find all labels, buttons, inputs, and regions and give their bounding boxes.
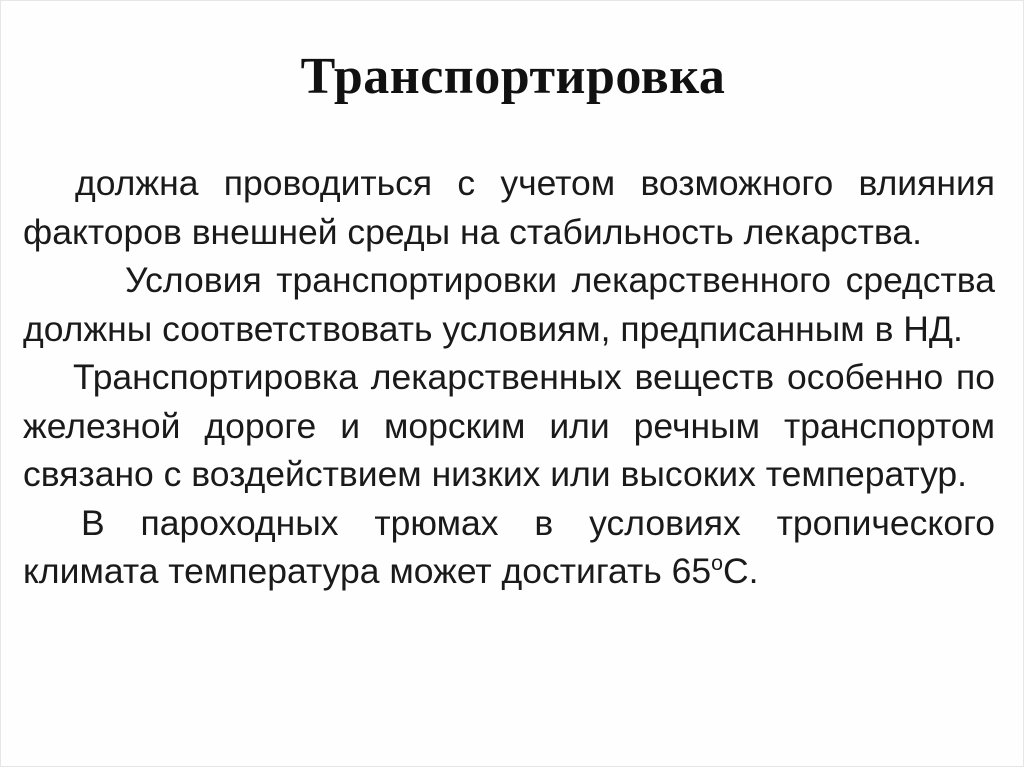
paragraph-2: Условия транспортировки лекарственного средства должны соответствовать условиям, предписанным в НД. [23,260,995,349]
paragraph-1: должна проводиться с учетом возможного влияния факторов внешней среды на стабильность лекарства. [23,163,995,252]
paragraph-4 [23,499,995,596]
paragraph-4-text: В пароходных трюмах в условиях тропического климата температура может достигать 65 [23,502,995,591]
paragraph-3: Транспортировка лекарственных веществ особенно по железной дороге и морским или речным транспортом связано с воздействием низких или высоких температур. [23,357,995,494]
slide-body [23,159,995,596]
slide-title: Транспортировка [300,48,726,105]
degree-superscript: o [711,551,723,576]
paragraph-4-unit: С. [722,551,759,591]
